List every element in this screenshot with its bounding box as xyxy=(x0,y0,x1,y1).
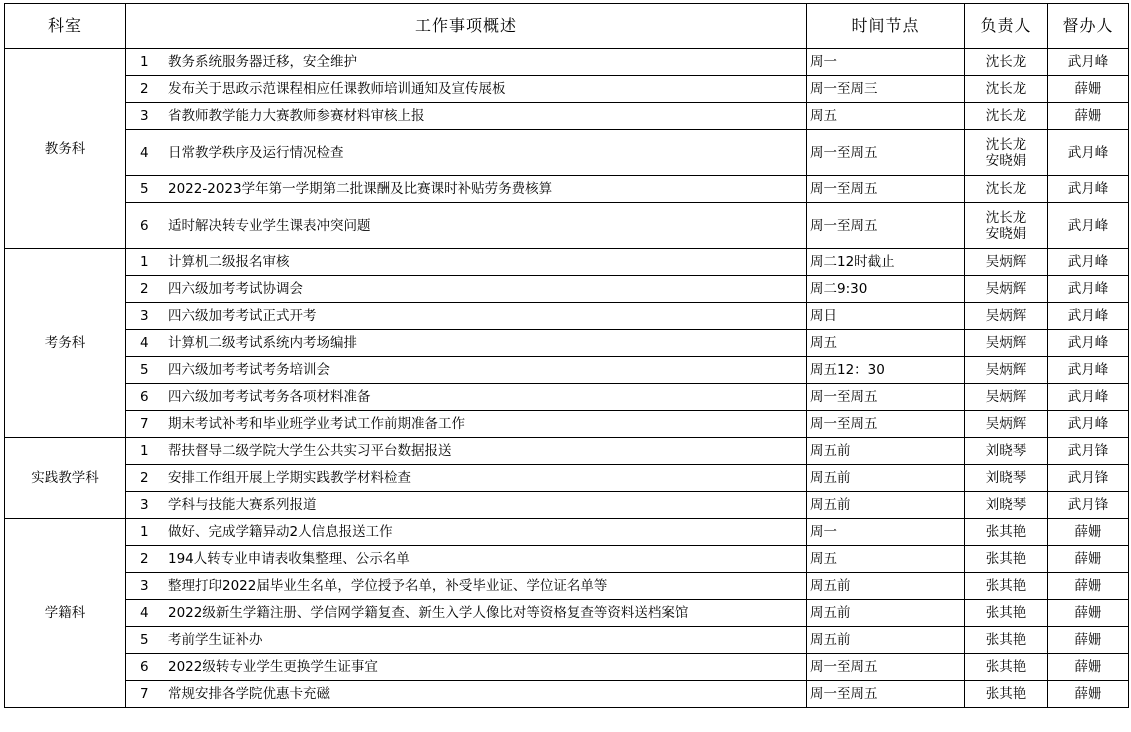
header-supervisor: 督办人 xyxy=(1048,4,1129,49)
time-cell: 周一至周五 xyxy=(807,203,965,249)
task-number: 3 xyxy=(140,108,149,124)
task-cell xyxy=(126,627,807,654)
owner-cell: 张其艳 xyxy=(965,600,1048,627)
table-row xyxy=(5,176,1129,203)
supervisor-cell: 薛姗 xyxy=(1048,76,1129,103)
task-text: 做好、完成学籍异动2人信息报送工作 xyxy=(168,524,393,540)
owner-name-2: 安晓娟 xyxy=(985,225,1027,242)
owner-cell: 张其艳 xyxy=(965,519,1048,546)
task-text: 帮扶督导二级学院大学生公共实习平台数据报送 xyxy=(168,443,452,459)
header-time: 时间节点 xyxy=(807,4,965,49)
owner-cell: 张其艳 xyxy=(965,546,1048,573)
owner-cell: 吴炳辉 xyxy=(965,384,1048,411)
time-cell: 周一 xyxy=(807,49,965,76)
task-number: 2 xyxy=(140,281,149,297)
task-cell xyxy=(126,130,807,176)
supervisor-cell: 武月峰 xyxy=(1048,357,1129,384)
task-cell xyxy=(126,49,807,76)
supervisor-cell: 武月峰 xyxy=(1048,276,1129,303)
task-text: 学科与技能大赛系列报道 xyxy=(168,497,317,513)
owner-cell: 沈长龙 xyxy=(965,76,1048,103)
task-number: 1 xyxy=(140,54,149,70)
dept-cell: 考务科 xyxy=(5,249,126,438)
time-cell: 周五前 xyxy=(807,600,965,627)
time-cell: 周五前 xyxy=(807,573,965,600)
supervisor-cell: 武月峰 xyxy=(1048,203,1129,249)
task-cell xyxy=(126,76,807,103)
supervisor-cell: 薛姗 xyxy=(1048,519,1129,546)
table-row xyxy=(5,103,1129,130)
owner-name: 沈长龙 xyxy=(985,209,1027,226)
task-cell xyxy=(126,303,807,330)
task-cell xyxy=(126,249,807,276)
owner-cell: 沈长龙 xyxy=(965,49,1048,76)
supervisor-cell: 薛姗 xyxy=(1048,573,1129,600)
time-cell: 周一至周五 xyxy=(807,130,965,176)
owner-cell: 吴炳辉 xyxy=(965,249,1048,276)
time-cell: 周二9:30 xyxy=(807,276,965,303)
task-text: 四六级加考考试考务培训会 xyxy=(168,362,330,378)
owner-cell: 刘晓琴 xyxy=(965,492,1048,519)
task-text: 发布关于思政示范课程相应任课教师培训通知及宣传展板 xyxy=(168,81,506,97)
task-cell xyxy=(126,546,807,573)
owner-cell: 刘晓琴 xyxy=(965,438,1048,465)
task-cell xyxy=(126,519,807,546)
time-cell: 周一 xyxy=(807,519,965,546)
table-row xyxy=(5,49,1129,76)
owner-cell: 吴炳辉 xyxy=(965,411,1048,438)
table-row xyxy=(5,384,1129,411)
supervisor-cell: 武月峰 xyxy=(1048,176,1129,203)
task-text: 日常教学秩序及运行情况检查 xyxy=(168,144,344,161)
owner-cell: 刘晓琴 xyxy=(965,465,1048,492)
task-cell xyxy=(126,438,807,465)
table-row xyxy=(5,681,1129,708)
table-row xyxy=(5,546,1129,573)
time-cell: 周五 xyxy=(807,103,965,130)
table-row xyxy=(5,492,1129,519)
header-owner: 负责人 xyxy=(965,4,1048,49)
task-number: 6 xyxy=(140,389,149,405)
task-number: 6 xyxy=(140,659,149,675)
table-row xyxy=(5,411,1129,438)
table-row xyxy=(5,627,1129,654)
supervisor-cell: 武月锋 xyxy=(1048,438,1129,465)
supervisor-cell: 武月峰 xyxy=(1048,249,1129,276)
header-task: 工作事项概述 xyxy=(126,4,807,49)
task-text: 安排工作组开展上学期实践教学材料检查 xyxy=(168,470,411,486)
supervisor-cell: 武月峰 xyxy=(1048,130,1129,176)
owner-cell: 张其艳 xyxy=(965,681,1048,708)
task-number: 4 xyxy=(140,144,149,161)
table-row xyxy=(5,357,1129,384)
task-text: 常规安排各学院优惠卡充磁 xyxy=(168,686,330,702)
time-cell: 周五前 xyxy=(807,465,965,492)
task-text: 2022级转专业学生更换学生证事宜 xyxy=(168,659,378,675)
supervisor-cell: 武月峰 xyxy=(1048,49,1129,76)
supervisor-cell: 武月峰 xyxy=(1048,411,1129,438)
time-cell: 周五前 xyxy=(807,492,965,519)
task-cell xyxy=(126,357,807,384)
owner-cell xyxy=(965,130,1048,176)
supervisor-cell: 薛姗 xyxy=(1048,600,1129,627)
task-cell xyxy=(126,276,807,303)
header-dept: 科室 xyxy=(5,4,126,49)
task-number: 3 xyxy=(140,497,149,513)
table-row xyxy=(5,573,1129,600)
dept-cell: 实践教学科 xyxy=(5,438,126,519)
table-row xyxy=(5,519,1129,546)
table-row xyxy=(5,600,1129,627)
supervisor-cell: 薛姗 xyxy=(1048,103,1129,130)
task-text: 适时解决转专业学生课表冲突问题 xyxy=(168,217,371,234)
work-schedule-table xyxy=(4,3,1129,708)
owner-cell: 张其艳 xyxy=(965,654,1048,681)
task-cell xyxy=(126,103,807,130)
supervisor-cell: 武月锋 xyxy=(1048,465,1129,492)
owner-cell: 吴炳辉 xyxy=(965,330,1048,357)
task-number: 3 xyxy=(140,578,149,594)
time-cell: 周五前 xyxy=(807,627,965,654)
supervisor-cell: 武月峰 xyxy=(1048,330,1129,357)
header-row xyxy=(5,4,1129,49)
task-text: 四六级加考考试正式开考 xyxy=(168,308,317,324)
time-cell: 周五前 xyxy=(807,438,965,465)
dept-cell: 教务科 xyxy=(5,49,126,249)
time-cell: 周一至周五 xyxy=(807,654,965,681)
supervisor-cell: 薛姗 xyxy=(1048,627,1129,654)
task-text: 考前学生证补办 xyxy=(168,632,263,648)
owner-cell: 吴炳辉 xyxy=(965,276,1048,303)
supervisor-cell: 薛姗 xyxy=(1048,546,1129,573)
task-number: 7 xyxy=(140,686,149,702)
owner-name-2: 安晓娟 xyxy=(985,152,1027,169)
task-text: 2022级新生学籍注册、学信网学籍复查、新生入学人像比对等资格复查等资料送档案馆 xyxy=(168,605,689,621)
owner-cell: 吴炳辉 xyxy=(965,303,1048,330)
task-text: 2022-2023学年第一学期第二批课酬及比赛课时补贴劳务费核算 xyxy=(168,181,553,197)
table-row xyxy=(5,303,1129,330)
task-text: 期末考试补考和毕业班学业考试工作前期准备工作 xyxy=(168,416,465,432)
supervisor-cell: 薛姗 xyxy=(1048,654,1129,681)
time-cell: 周一至周三 xyxy=(807,76,965,103)
task-number: 2 xyxy=(140,551,149,567)
task-number: 5 xyxy=(140,362,149,378)
time-cell: 周五 xyxy=(807,546,965,573)
owner-cell xyxy=(965,203,1048,249)
table-row xyxy=(5,330,1129,357)
time-cell: 周一至周五 xyxy=(807,384,965,411)
owner-cell: 沈长龙 xyxy=(965,176,1048,203)
supervisor-cell: 武月峰 xyxy=(1048,384,1129,411)
task-cell xyxy=(126,203,807,249)
time-cell: 周二12时截止 xyxy=(807,249,965,276)
task-number: 2 xyxy=(140,81,149,97)
owner-cell: 吴炳辉 xyxy=(965,357,1048,384)
task-cell xyxy=(126,573,807,600)
task-text: 教务系统服务器迁移，安全维护 xyxy=(168,54,357,70)
task-number: 1 xyxy=(140,443,149,459)
task-number: 6 xyxy=(140,217,149,234)
task-number: 1 xyxy=(140,254,149,270)
task-cell xyxy=(126,384,807,411)
dept-cell: 学籍科 xyxy=(5,519,126,708)
task-number: 5 xyxy=(140,181,149,197)
task-number: 4 xyxy=(140,335,149,351)
time-cell: 周五12：30 xyxy=(807,357,965,384)
supervisor-cell: 薛姗 xyxy=(1048,681,1129,708)
task-cell xyxy=(126,492,807,519)
supervisor-cell: 武月锋 xyxy=(1048,492,1129,519)
task-cell xyxy=(126,600,807,627)
owner-cell: 张其艳 xyxy=(965,627,1048,654)
table-row xyxy=(5,203,1129,249)
time-cell: 周日 xyxy=(807,303,965,330)
task-text: 整理打印2022届毕业生名单，学位授予名单，补受毕业证、学位证名单等 xyxy=(168,578,608,594)
table-row xyxy=(5,130,1129,176)
table-row xyxy=(5,276,1129,303)
owner-name: 沈长龙 xyxy=(985,136,1027,153)
time-cell: 周一至周五 xyxy=(807,681,965,708)
time-cell: 周五 xyxy=(807,330,965,357)
supervisor-cell: 武月峰 xyxy=(1048,303,1129,330)
task-text: 计算机二级考试系统内考场编排 xyxy=(168,335,357,351)
table-row xyxy=(5,465,1129,492)
task-cell xyxy=(126,330,807,357)
task-number: 5 xyxy=(140,632,149,648)
time-cell: 周一至周五 xyxy=(807,176,965,203)
task-text: 194人转专业申请表收集整理、公示名单 xyxy=(168,551,410,567)
task-number: 7 xyxy=(140,416,149,432)
task-number: 4 xyxy=(140,605,149,621)
task-text: 计算机二级报名审核 xyxy=(168,254,290,270)
owner-cell: 张其艳 xyxy=(965,573,1048,600)
task-cell xyxy=(126,681,807,708)
table-row xyxy=(5,654,1129,681)
task-cell xyxy=(126,176,807,203)
task-cell xyxy=(126,411,807,438)
time-cell: 周一至周五 xyxy=(807,411,965,438)
task-number: 2 xyxy=(140,470,149,486)
task-cell xyxy=(126,465,807,492)
task-number: 1 xyxy=(140,524,149,540)
task-text: 四六级加考考试协调会 xyxy=(168,281,303,297)
owner-cell: 沈长龙 xyxy=(965,103,1048,130)
task-text: 省教师教学能力大赛教师参赛材料审核上报 xyxy=(168,108,425,124)
task-cell xyxy=(126,654,807,681)
table-row xyxy=(5,76,1129,103)
task-text: 四六级加考考试考务各项材料准备 xyxy=(168,389,371,405)
task-number: 3 xyxy=(140,308,149,324)
table-row xyxy=(5,438,1129,465)
table-row xyxy=(5,249,1129,276)
